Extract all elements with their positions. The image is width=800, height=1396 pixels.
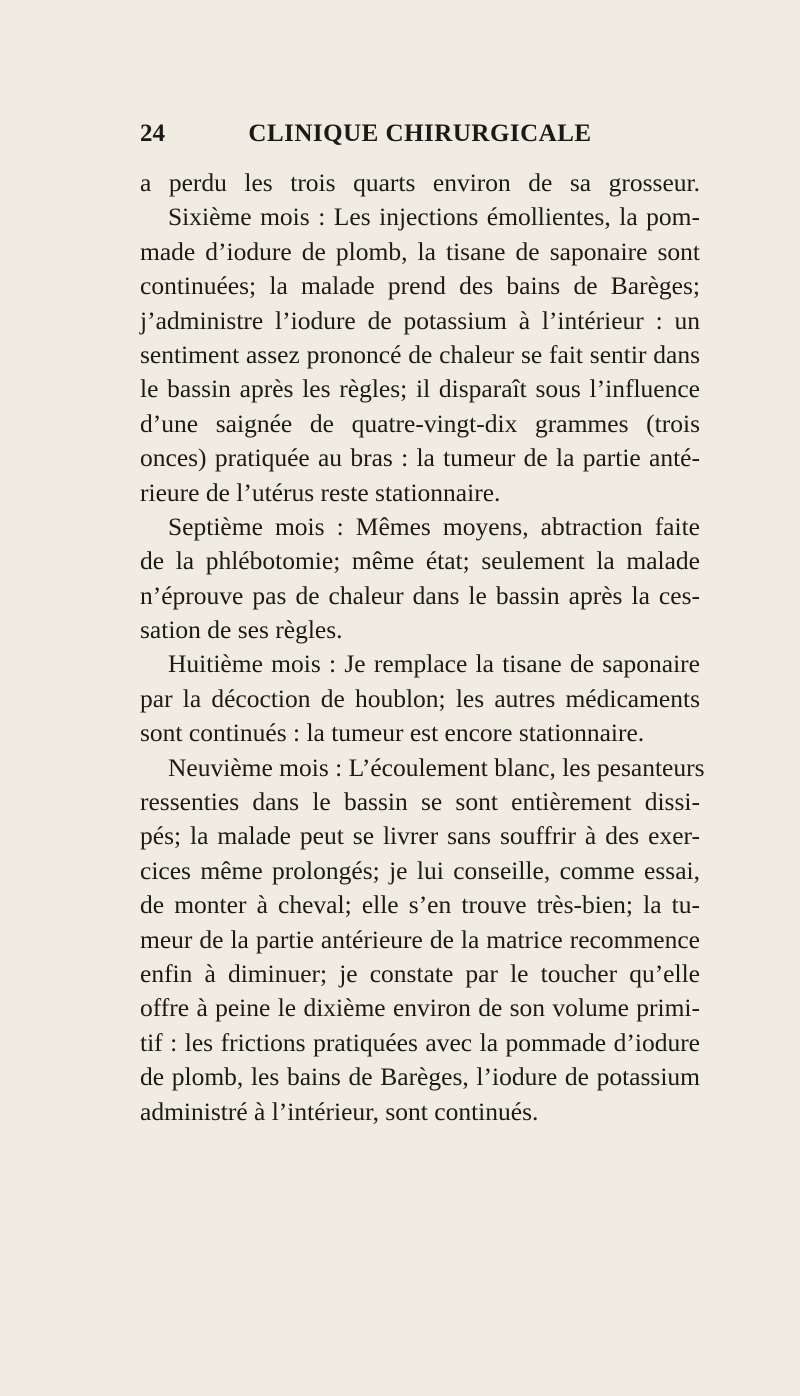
text-line: Septième mois : Mêmes moyens, abtraction faite xyxy=(168,511,700,541)
text-line: j’administre l’iodure de potassium à l’intérieur : un xyxy=(140,305,700,335)
text-line: rieure de l’utérus reste stationnaire. xyxy=(140,477,501,507)
text-line: le bassin après les règles; il disparaît sous l’influence xyxy=(140,374,700,404)
page-number: 24 xyxy=(140,120,165,147)
text-line: enfin à diminuer; je constate par le toucher qu’elle xyxy=(140,958,700,988)
text-line: d’une saignée de quatre-vingt-dix grammes (trois xyxy=(140,408,700,438)
text-line: sation de ses règles. xyxy=(140,615,343,645)
text-line: sentiment assez prononcé de chaleur se fait sentir dans xyxy=(140,339,700,369)
text-line: pés; la malade peut se livrer sans souffrir à des exer- xyxy=(140,821,700,851)
text-line: de monter à cheval; elle s’en trouve très-bien; la tu- xyxy=(140,890,700,920)
text-line: de plomb, les bains de Barèges, l’iodure de potassium xyxy=(140,1062,700,1092)
text-line: de la phlébotomie; même état; seulement la malade xyxy=(140,546,700,576)
text-line: tif : les frictions pratiquées avec la pommade d’iodure xyxy=(140,1027,700,1057)
page-header xyxy=(140,120,700,150)
running-title: CLINIQUE CHIRURGICALE xyxy=(248,120,592,147)
body-text xyxy=(140,166,705,1129)
text-line: onces) pratiquée au bras : la tumeur de la partie anté- xyxy=(140,443,700,473)
text-line: a perdu les trois quarts environ de sa grosseur. xyxy=(140,168,700,197)
text-line: cices même prolongés; je lui conseille, comme essai, xyxy=(140,855,700,885)
text-line: n’éprouve pas de chaleur dans le bassin après la ces- xyxy=(140,580,700,610)
text-line: sont continués : la tumeur est encore stationnaire. xyxy=(140,718,645,748)
text-line: Huitième mois : Je remplace la tisane de saponaire xyxy=(168,649,700,679)
text-line: ressenties dans le bassin se sont entièrement dissi- xyxy=(140,787,700,817)
text-line: Sixième mois : Les injections émollientes, la pom- xyxy=(168,202,700,232)
text-line: continuées; la malade prend des bains de Barèges; xyxy=(140,271,700,301)
text-line: offre à peine le dixième environ de son volume primi- xyxy=(140,993,700,1023)
text-line: Neuvième mois : L’écoulement blanc, les pesanteurs xyxy=(168,752,705,782)
text-line: meur de la partie antérieure de la matrice recommence xyxy=(140,924,700,954)
text-line: administré à l’intérieur, sont continués. xyxy=(140,1096,539,1126)
text-line: made d’iodure de plomb, la tisane de saponaire sont xyxy=(140,236,700,266)
text-line: par la décoction de houblon; les autres médicaments xyxy=(140,683,700,713)
